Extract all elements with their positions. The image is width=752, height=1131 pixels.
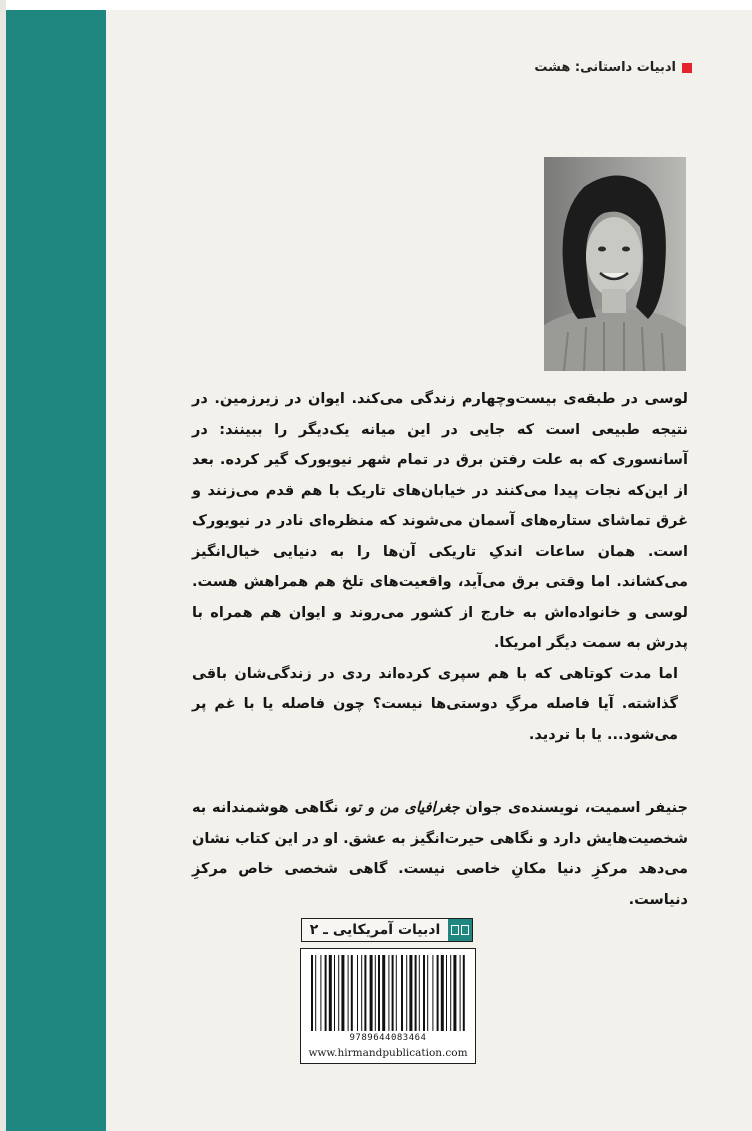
series-header [534, 60, 692, 75]
about-suffix: ، نگاهی هوشمندانه به شخصیت‌هایش دارد و نگاهی حیرت‌انگیز به عشق. او در این کتاب نشان می‌دهد مرکزِ دنیا مکانِ خاصی نیست. گاهی شخصی خاص مرکزِ دنیاست. [192, 800, 688, 908]
barcode-bar [351, 955, 353, 1031]
publisher-logo-icon [448, 919, 472, 941]
red-square-icon [682, 63, 692, 73]
barcode-box [300, 948, 476, 1064]
barcode-bar [463, 955, 465, 1031]
barcode-bar [432, 955, 433, 1031]
barcode-bar [364, 955, 366, 1031]
barcode-bar [320, 955, 321, 1031]
publisher-website: www.hirmandpublication.com [308, 1047, 468, 1059]
barcode-bar [341, 955, 344, 1031]
author-portrait-icon [544, 157, 686, 371]
barcode-bar [325, 955, 327, 1031]
barcode-bar [334, 955, 335, 1031]
barcode-bar [338, 955, 339, 1031]
book-title: جغرافیای من و تو [349, 800, 460, 816]
barcode-bar [415, 955, 417, 1031]
barcode-bar [419, 955, 420, 1031]
series-label-box [301, 918, 473, 942]
barcode-bar [446, 955, 447, 1031]
barcode-bar [460, 955, 461, 1031]
barcode-bar [378, 955, 380, 1031]
barcode-bar [348, 955, 349, 1031]
barcode-bar [315, 955, 316, 1031]
barcode-bar [357, 955, 358, 1031]
series-label-text: ادبیات آمریکایی ـ ۲ [309, 922, 441, 938]
barcode-bar [361, 955, 362, 1031]
barcode-bar [437, 955, 439, 1031]
barcode-bar [375, 955, 376, 1031]
series-header-text: ادبیات داستانی: هشت [534, 60, 676, 75]
barcode-bar [423, 955, 425, 1031]
summary-paragraph-1: لوسی در طبقه‌ی بیست‌وچهارم زندگی می‌کند. ایوان در زیرزمین. در نتیجه طبیعی است که جایی در این میانه یک‌دیگر را ببینند: در آسانسوری که به علت رفتن برق در تمام شهر نیویورک گیر کرده. بعد از این‌که نجات پیدا می‌کنند در خیابان‌های تاریک با هم قدم می‌زنند و غرق تماشای ستاره‌های آسمان می‌شوند که منظره‌ای نادر در نیویورک است. همان ساعات اندکِ تاریکی آن‌ها را به دنیایی خیال‌انگیز می‌کشاند. اما وقتی برق می‌آید، واقعیت‌های تلخ هم همراهش هست. لوسی و خانواده‌اش به خارج از کشور می‌روند و ایوان هم همراه با پدرش به سمت دیگر امریکا. [192, 391, 688, 651]
barcode-bar [382, 955, 385, 1031]
barcode-icon [309, 955, 467, 1033]
barcode-bar [396, 955, 397, 1031]
page-top-edge [0, 0, 752, 10]
barcode-bar [370, 955, 373, 1031]
barcode-bar [388, 955, 389, 1031]
barcode-bar [329, 955, 332, 1031]
book-summary [192, 384, 688, 750]
barcode-bar [406, 955, 407, 1031]
cover-left-edge [0, 0, 6, 1131]
author-photo [544, 157, 686, 371]
barcode-bar [392, 955, 394, 1031]
about-prefix: جنیفر اسمیت، نویسنده‌ی جوان [459, 800, 688, 816]
barcode-bar [409, 955, 412, 1031]
barcode-bar [453, 955, 456, 1031]
summary-paragraph-2: اما مدت کوتاهی که با هم سپری کرده‌اند ردی در زندگی‌شان باقی گذاشته. آیا فاصله مرگِ دوستی‌ها نیست؟ چون فاصله یا با غم پر می‌شود... یا با تردید. [192, 665, 678, 743]
about-author [192, 793, 688, 915]
barcode-bar [441, 955, 444, 1031]
isbn-digits: 9789644083464 [349, 1033, 427, 1043]
barcode-bar [311, 955, 313, 1031]
barcode-bar [450, 955, 451, 1031]
barcode-bar [401, 955, 403, 1031]
spine-color-band [0, 10, 106, 1131]
barcode-bar [427, 955, 428, 1031]
about-author-paragraph [192, 793, 688, 915]
